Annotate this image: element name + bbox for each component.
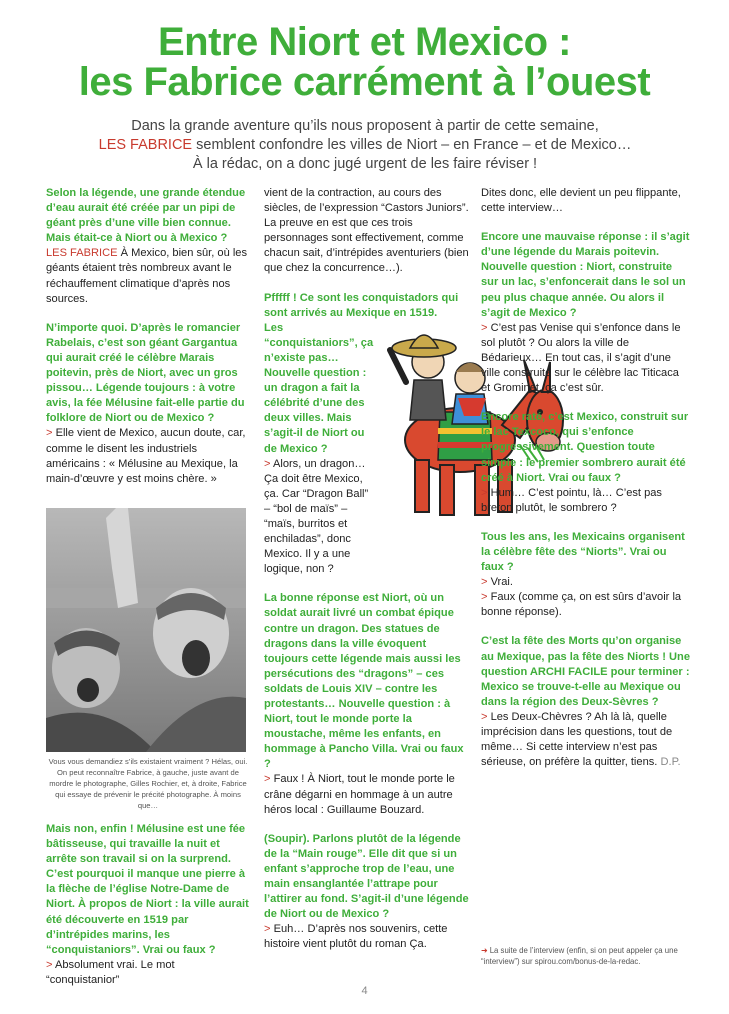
question-6: (Soupir). Parlons plutôt de la légende de la “Main rouge”. Elle dit que si un enfant s’approche trop de l’eau, une main ensanglantée l’attrape pour l’attirer au fond. S’agit-il d’une légende de Niort ou de Mexico ?: [264, 832, 469, 921]
footnote: [481, 945, 696, 967]
answer-arrow-icon: >: [481, 591, 491, 604]
photo-fabrice: [46, 508, 246, 752]
answer-7: [481, 321, 691, 396]
answer-3-text: Absolument vrai. Le mot “conquistanior”: [46, 958, 175, 986]
answer-arrow-icon: >: [481, 576, 491, 589]
question-4a: Pfffff ! Ce sont les conquistadors qui sont arrivés au Mexique en 1519.: [264, 291, 459, 319]
answer-arrow-icon: >: [264, 457, 273, 470]
answer-3-continued: vient de la contraction, au cours des siècles, de l’expression “Castors Juniors”. La preuve en est que ces trois personnages sont effectivement, comme chacun sait, d’intrépides aventuriers (bien que chez la concurrence…).: [264, 187, 469, 275]
article-title: [0, 22, 729, 102]
answer-9b-text: Faux (comme ça, on est sûrs d’avoir la bonne réponse).: [481, 591, 682, 619]
answer-arrow-icon: >: [46, 958, 55, 971]
author-signature: D.P.: [660, 756, 681, 769]
answer-6: [264, 922, 469, 952]
question-7: Encore une mauvaise réponse : il s’agit d’une légende du Marais poitevin. Nouvelle question : Niort, construite sur un lac, s’enfoncerait dans le sol un peu plus chaque année. Ou alors il s’agit de Mexico ?: [481, 231, 690, 319]
answer-arrow-icon: >: [46, 427, 56, 440]
title-line-1: Entre Niort et Mexico :: [157, 20, 571, 64]
intro-line-3: À la rédac, on a donc jugé urgent de les faire réviser !: [192, 156, 538, 172]
answer-arrow-icon: >: [264, 923, 274, 936]
answer-9a: [481, 575, 691, 590]
column-1-bottom: [46, 822, 251, 988]
intro-line-2: [40, 136, 690, 155]
answer-6-text: Euh… D’après nos souvenirs, cette histoire vient plutôt du roman Ça.: [264, 923, 448, 951]
answer-arrow-icon: >: [264, 773, 274, 786]
question-1: Selon la légende, une grande étendue d’eau aurait été créée par un pipi de géant près d’une ville bien connue. Mais était-ce à Niort ou à Mexico ?: [46, 187, 246, 245]
question-2: N’importe quoi. D’après le romancier Rabelais, c’est son géant Gargantua qui aurait créé le célèbre Marais poitevin, près de Niort, avec un gros pissou… Légende toujours : à votre avis, la fée Mélusine fait-elle partie du folklore de Niort ou de Mexico ?: [46, 321, 245, 425]
question-9: Tous les ans, les Mexicains organisent la célèbre fête des “Niorts”. Vrai ou faux ?: [481, 530, 685, 574]
question-4b: Les “conquistaniors”, ça n’existe pas… Nouvelle question : un dragon a fait la célébrité d’une des deux villes. Mais s’agit-il de Niort ou de Mexico ?: [264, 321, 374, 455]
answer-4-text: Alors, un dragon… Ça doit être Mexico, ça. Car “Dragon Ball” – “bol de maïs” – “maïs, burritos et enchiladas”, donc Mexico. Il y a une logique, non ?: [264, 457, 369, 576]
question-5: La bonne réponse est Niort, où un soldat aurait livré un combat épique contre un dragon. Des statues de dragons dans la ville évoquent toujours cette légende mais aussi les persécutions des “dragons” – ces soldats de Louis XIV – contre les protestants… Nouvelle question : à Niort, tout le monde porte la moustache, même les enfants, en hommage à Pancho Villa. Vrai ou faux ?: [264, 592, 464, 771]
intro-brand: LES FABRICE: [98, 137, 193, 153]
photo-image: [46, 508, 246, 752]
answer-6-continued: Dites donc, elle devient un peu flippante, cette interview…: [481, 187, 681, 215]
intro-text: [40, 117, 690, 174]
answer-2-text: Elle vient de Mexico, aucun doute, car, comme le disent les industriels américains : « Mélusine au Mexique, la main-d’œuvre y est moins chère. »: [46, 427, 246, 485]
footnote-text: La suite de l’interview (enfin, si on peut appeler ça une “interview”) sur spirou.com/bonus-de-la-redac.: [481, 946, 678, 966]
answer-9b: [481, 590, 691, 620]
column-3: [481, 186, 691, 770]
answer-arrow-icon: >: [481, 321, 491, 334]
answer-7-text: C’est pas Venise qui s’enfonce dans le sol plutôt ? Ou alors la ville de Bédarieux… En tout cas, il s’agit d’une ville construite sur le célèbre lac Titicaca et Grominet, ça c’est sûr.: [481, 321, 681, 395]
answer-3: [46, 958, 251, 988]
answer-10: [481, 710, 691, 770]
intro-line-2-text: semblent confondre les villes de Niort – en France – et de Mexico…: [192, 137, 632, 153]
answer-1-brand: LES FABRICE: [46, 247, 118, 260]
answer-5-text: Faux ! À Niort, tout le monde porte le crâne dégarni en hommage à un autre héros local : Guillaume Bouzard.: [264, 773, 455, 816]
answer-arrow-icon: >: [481, 486, 491, 499]
answer-9a-text: Vrai.: [490, 576, 513, 589]
answer-8: [481, 486, 691, 516]
answer-4: [264, 457, 376, 578]
answer-1-text: À Mexico, bien sûr, où les géants étaient très nombreux avant le réchauffement climatique d’après nos sources.: [46, 247, 248, 305]
question-3: Mais non, enfin ! Mélusine est une fée bâtisseuse, qui travaille la nuit et arrête son travail si on la surprend. C’est pourquoi il manque une pierre à la flèche de l’église Notre-Dame de Niort. À propos de Niort : la ville aurait été découverte en 1519 par d’intrépides marins, les “conquistaniors”. Vrai ou faux ?: [46, 823, 249, 956]
question-8: Encore raté, c’est Mexico, construit sur le lac Texcoco, qui s’enfonce progressivement. Question toute simple : le premier sombrero aurait été créé à Niort. Vrai ou faux ?: [481, 411, 689, 484]
title-line-2: les Fabrice carrément à l’ouest: [78, 60, 651, 104]
question-10: C’est la fête des Morts qu’on organise au Mexique, pas la fête des Niorts ! Une question ARCHI FACILE pour terminer : Mexico se trouve-t-elle au Mexique ou dans la région des Deux-Sèvres ?: [481, 635, 690, 708]
answer-10-text: Les Deux-Chèvres ? Ah là là, quelle imprécision dans les questions, tout de même… Si cette interview n’est pas sérieuse, on préfère la quitter, tiens.: [481, 710, 673, 769]
answer-8-text: Hum… C’est pointu, là… C’est pas breton plutôt, le sombrero ?: [481, 486, 662, 514]
footnote-arrow-icon: ➜: [481, 946, 490, 955]
answer-5: [264, 772, 469, 817]
column-2: [264, 186, 469, 953]
answer-1: [46, 246, 251, 306]
page-number: 4: [361, 985, 368, 997]
column-1: [46, 186, 251, 487]
intro-line-1: Dans la grande aventure qu’ils nous proposent à partir de cette semaine,: [131, 118, 599, 134]
answer-arrow-icon: >: [481, 710, 491, 723]
photo-caption: Vous vous demandiez s’ils existaient vraiment ? Hélas, oui. On peut reconnaître Fabrice, à gauche, juste avant de mordre le photographe, Gilles Rochier, et, à droite, Fabrice qui essaye de prévenir le précité photographe. À moins que…: [48, 757, 248, 810]
answer-2: [46, 426, 251, 486]
